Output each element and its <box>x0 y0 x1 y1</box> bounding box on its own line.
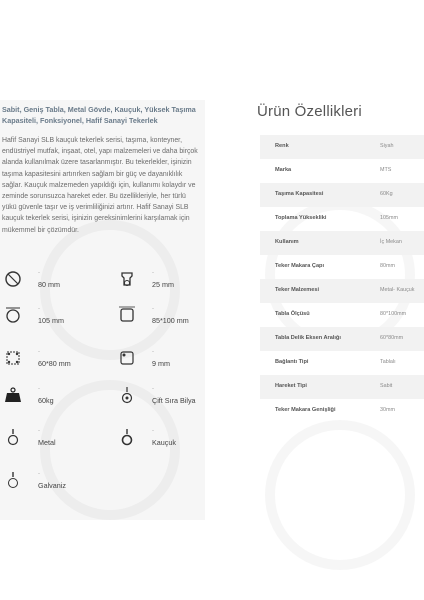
wheel-width-icon <box>4 306 22 324</box>
feature-dash: - <box>152 270 154 276</box>
spec-row <box>260 351 424 375</box>
feature-value: 105 mm <box>38 316 64 325</box>
feature-value: Kauçuk <box>152 438 176 447</box>
feature-dash: - <box>38 471 40 477</box>
feature-value: Metal <box>38 438 56 447</box>
spec-row <box>260 255 424 279</box>
feature-dash: - <box>152 428 154 434</box>
feature-dash: - <box>152 386 154 392</box>
material-rubber-icon <box>118 428 136 446</box>
spec-value: 80mm <box>380 263 395 269</box>
feature-value: Çift Sıra Bilya <box>152 396 196 405</box>
plate-size-icon <box>118 306 136 324</box>
spec-key: Kullanım <box>275 239 299 245</box>
feature-dash: - <box>152 306 154 312</box>
feature-value: 25 mm <box>152 280 174 289</box>
spec-value: 105mm <box>380 215 398 221</box>
feature-value: Galvaniz <box>38 481 66 490</box>
spec-key: Marka <box>275 167 292 173</box>
spec-value: 30mm <box>380 407 395 413</box>
spec-value: Tablalı <box>380 359 396 365</box>
feature-dash: - <box>38 428 40 434</box>
ball-bearing-icon <box>118 386 136 404</box>
spec-key: Renk <box>275 143 289 149</box>
spec-key: Tabla Delik Eksen Aralığı <box>275 335 341 341</box>
feature-value: 9 mm <box>152 359 170 368</box>
spec-value: Sabit <box>380 383 393 389</box>
feature-dash: - <box>38 306 40 312</box>
spec-value: 80*100mm <box>380 311 407 317</box>
coating-icon <box>4 471 22 489</box>
spec-value: MTS <box>380 167 392 173</box>
material-metal-icon <box>4 428 22 446</box>
spec-value: İç Mekan <box>380 239 402 245</box>
spec-row <box>260 135 424 159</box>
spec-key: Toplama Yüksekliki <box>275 215 327 221</box>
spec-row <box>260 207 424 231</box>
wheel-watermark <box>40 220 180 360</box>
spec-table <box>260 135 424 423</box>
specs-title: Ürün Özellikleri <box>257 103 362 120</box>
spec-key: Teker Makara Çapı <box>275 263 325 269</box>
spec-key: Hareket Tipi <box>275 383 307 389</box>
spec-key: Teker Makara Genişliği <box>275 407 336 413</box>
spec-row <box>260 159 424 183</box>
spec-value: 60Kg <box>380 191 393 197</box>
spec-row <box>260 279 424 303</box>
spec-value: 60*80mm <box>380 335 404 341</box>
wheel-diameter-icon <box>4 270 22 288</box>
caster-height-icon <box>118 270 136 288</box>
spec-row <box>260 183 424 207</box>
wheel-watermark <box>265 420 415 570</box>
spec-row <box>260 375 424 399</box>
bolt-hole-spacing-icon <box>4 349 22 367</box>
spec-row <box>260 327 424 351</box>
spec-key: Taşıma Kapasitesi <box>275 191 324 197</box>
feature-dash: - <box>38 349 40 355</box>
spec-key: Bağlantı Tipi <box>275 359 309 365</box>
product-description: Hafif Sanayi SLB kauçuk tekerlek serisi, taşıma, konteyner, endüstriyel mutfak, inşaat, otel, yapı malzemeleri ve daha birçok alanda kullanılmak üzere tasarlanmıştır. Bu tekerlekler, işinizin taşıma kapasitesini artırırken sağlam bir güç ve dayanıklılık sağlar. Kauçuk malzemeden yapıldığı için, kullanımı kolaydır ve zeminde sorunsuzca hareket eder. Bu özellikleriyle, her türlü yükü güvenle taşır ve iş verimliliğinizi artırır. Hafif Sanayi SLB kauçuk tekerlek serisi, işinizin gereksinimlerini karşılamak için mükemmel bir çözümdür. <box>2 137 198 234</box>
spec-value: Metal- Kauçuk <box>380 287 415 293</box>
spec-value: Siyah <box>380 143 394 149</box>
spec-key: Tabla Ölçüsü <box>275 311 310 317</box>
feature-value: 80 mm <box>38 280 60 289</box>
feature-dash: - <box>152 349 154 355</box>
spec-key: Teker Malzemesi <box>275 287 320 293</box>
product-heading: Sabit, Geniş Tabla, Metal Gövde, Kauçuk, Yüksek Taşıma Kapasiteli, Fonksiyonel, Hafif Sanayi Tekerlek <box>2 105 196 125</box>
feature-value: 60kg <box>38 396 54 405</box>
spec-row <box>260 399 424 423</box>
feature-dash: - <box>38 270 40 276</box>
load-weight-icon <box>4 386 22 404</box>
spec-row <box>260 303 424 327</box>
feature-value: 85*100 mm <box>152 316 189 325</box>
feature-dash: - <box>38 386 40 392</box>
spec-row <box>260 231 424 255</box>
hole-diameter-icon <box>118 349 136 367</box>
feature-value: 60*80 mm <box>38 359 71 368</box>
